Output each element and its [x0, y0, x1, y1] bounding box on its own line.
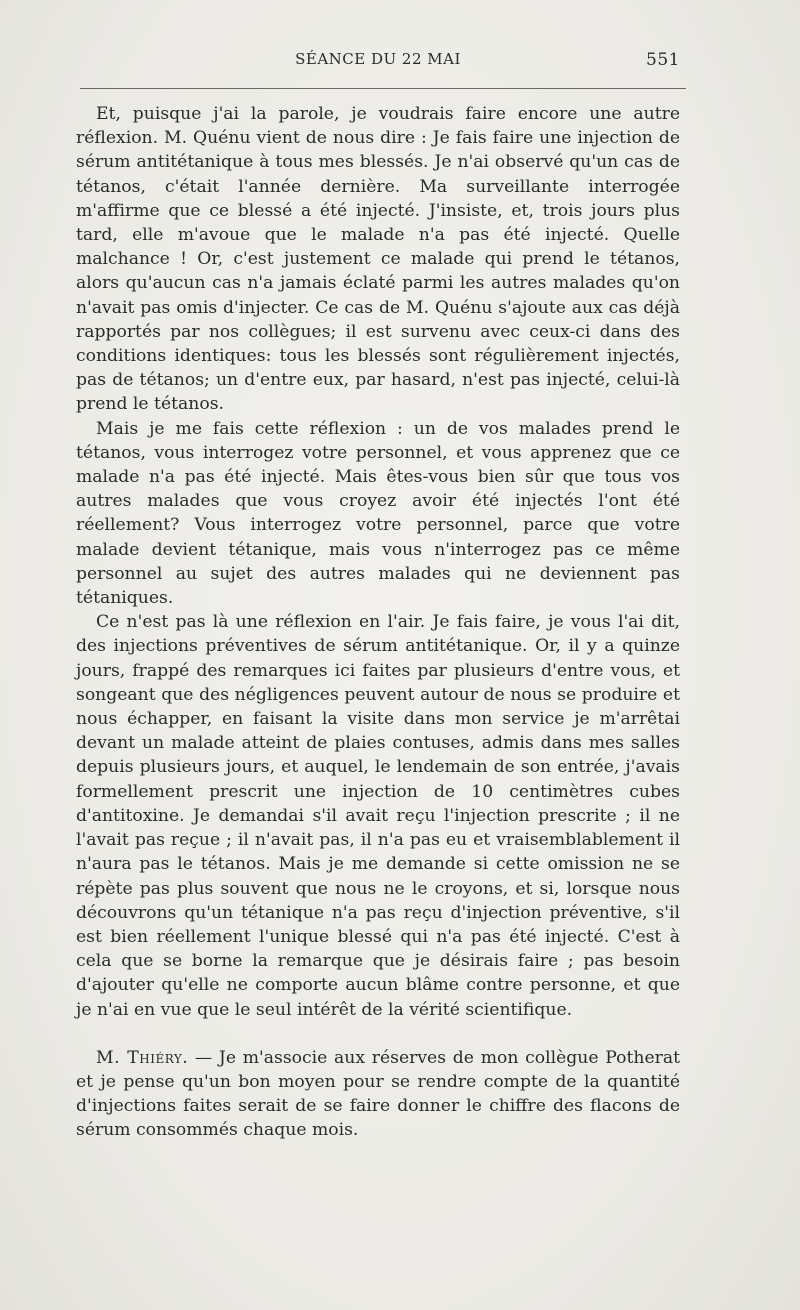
paragraph-1: Et, puisque j'ai la parole, je voudrais faire encore une autre réflexion. M. Quénu vient de nous dire : Je fais faire une injection de sérum antitétanique à tous mes blessés. Je n'ai observé qu'un cas de tétanos, c'était l'année dernière. Ma surveillante interrogée m'affirme que ce blessé a été injecté. J'insiste, et, trois jours plus tard, elle m'avoue que le malade n'a pas été injecté. Quelle malchance ! Or, c'est justement ce malade qui prend le tétanos, alors qu'aucun cas n'a jamais éclaté parmi les autres malades qu'on n'avait pas omis d'injecter. Ce cas de M. Quénu s'ajoute aux cas déjà rapportés par nos collègues; il est survenu avec ceux-ci dans des conditions identiques: tous les blessés sont régulièrement injectés, pas de tétanos; un d'entre eux, par hasard, n'est pas injecté, celui-là prend le tétanos. [76, 104, 680, 415]
body-text [76, 102, 680, 1143]
speaker-name: M. Thiéry. [96, 1047, 189, 1068]
page-header [76, 50, 680, 74]
header-rule [80, 88, 686, 89]
running-title: SÉANCE DU 22 MAI [295, 50, 461, 68]
speaker-statement: — Je m'associe aux réserves de mon collègue Potherat et je pense qu'un bon moyen pour se rendre compte de la quantité d'injections faites serait de se faire donner le chiffre des flacons de sérum consommés chaque mois. [76, 1047, 680, 1141]
page-number: 551 [646, 50, 680, 70]
paragraph-2: Mais je me fais cette réflexion : un de vos malades prend le tétanos, vous interrogez votre personnel, et vous apprenez que ce malade n'a pas été injecté. Mais êtes-vous bien sûr que tous vos autres malades que vous croyez avoir été injectés l'ont été réellement? Vous interrogez votre personnel, parce que votre malade devient tétanique, mais vous n'interrogez pas ce même personnel au sujet des autres malades qui ne deviennent pas tétaniques. [76, 418, 680, 609]
paragraph-thiery [76, 1046, 680, 1143]
paragraph-3: Ce n'est pas là une réflexion en l'air. Je fais faire, je vous l'ai dit, des injections préventives de sérum antitétanique. Or, il y a quinze jours, frappé des remarques ici faites par plusieurs d'entre vous, et songeant que des négligences peuvent autour de nous se produire et nous échapper, en faisant la visite dans mon service je m'arrêtai devant un malade atteint de plaies contuses, admis dans mes salles depuis plusieurs jours, et auquel, le lendemain de son entrée, j'avais formellement prescrit une injection de 10 centimètres cubes d'antitoxine. Je demandai s'il avait reçu l'injection prescrite ; il ne l'avait pas reçue ; il n'avait pas, il n'a pas eu et vraisemblablement il n'aura pas le tétanos. Mais je me demande si cette omission ne se répète pas plus souvent que nous ne le croyons, et si, lorsque nous découvrons qu'un tétanique n'a pas reçu d'injection préventive, s'il est bien réellement l'unique blessé qui n'a pas été injecté. C'est à cela que se borne la remarque que je désirais faire ; pas besoin d'ajouter qu'elle ne comporte aucun blâme contre personne, et que je n'ai en vue que le seul intérêt de la vérité scientifique. [76, 612, 680, 1020]
